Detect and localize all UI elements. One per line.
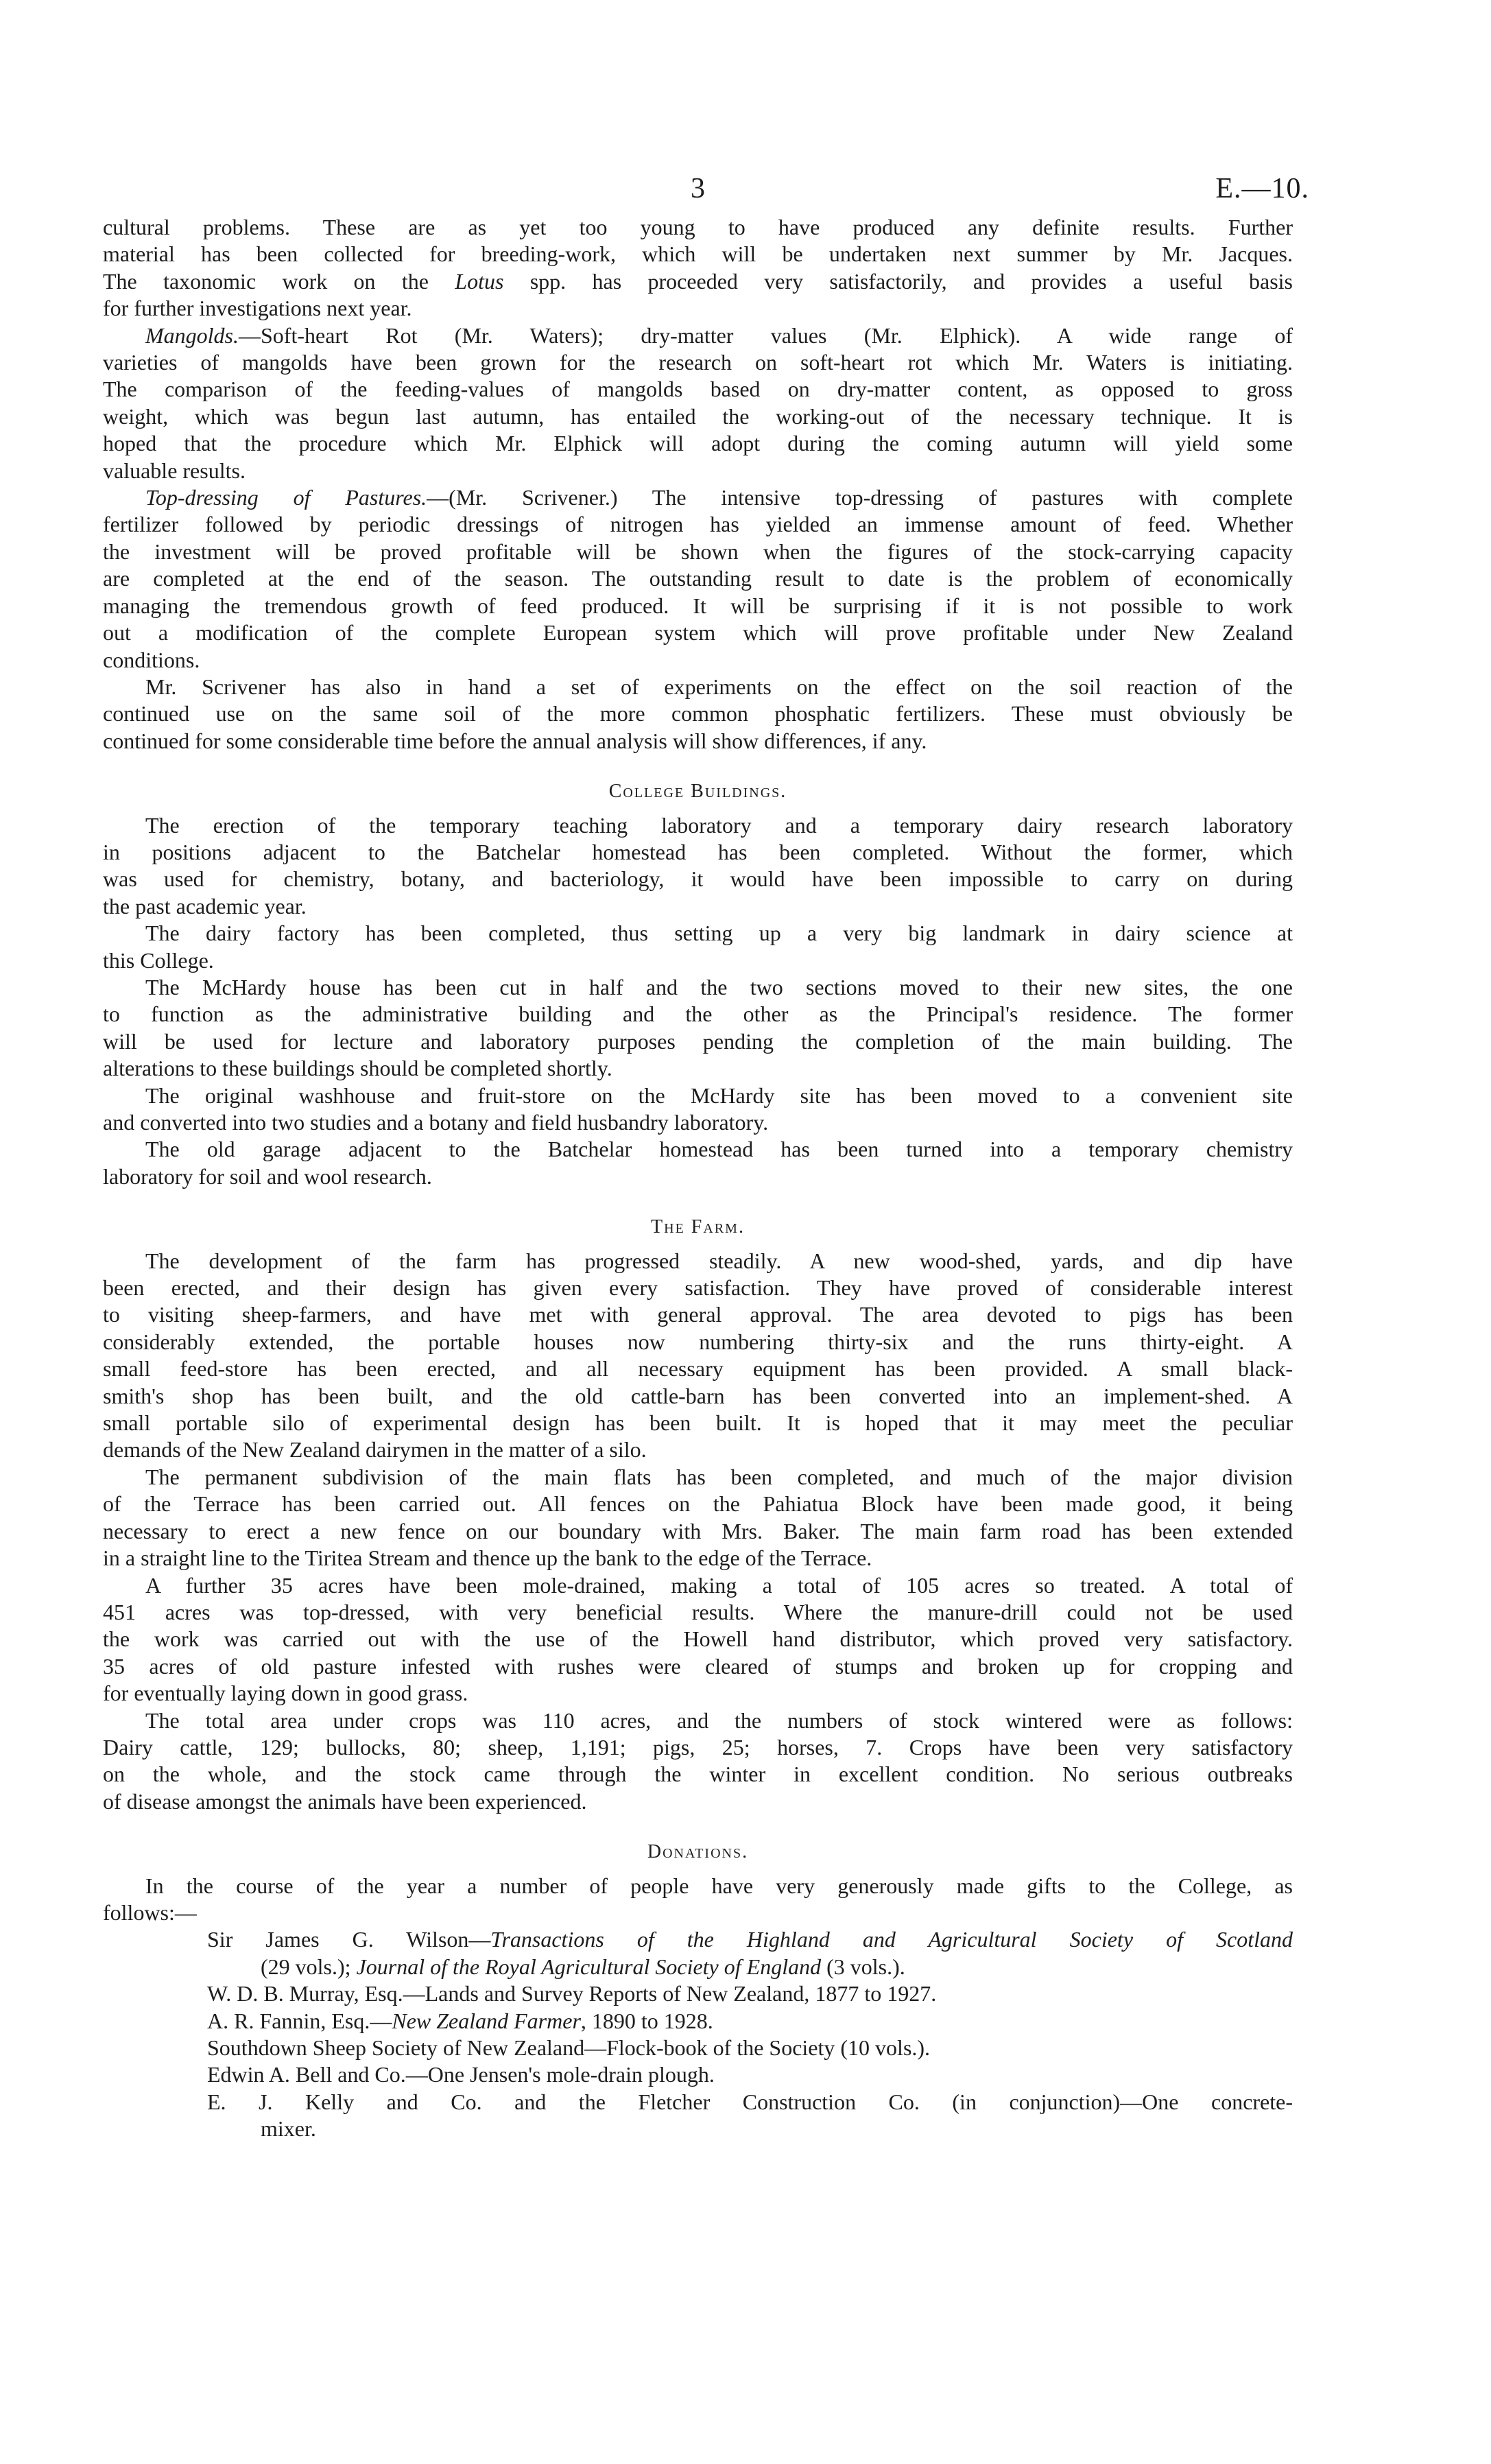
paragraph-garage: [103, 1136, 1293, 1190]
donation-item-southdown: Southdown Sheep Society of New Zealand—Flock-book of the Society (10 vols.).: [207, 2035, 931, 2060]
text-line: [207, 1954, 1293, 1980]
donation-item-bell: Edwin A. Bell and Co.—One Jensen's mole-drain plough.: [207, 2062, 715, 2087]
text-line: cultural problems. These are as yet too young to have produced any definite results. Further: [103, 215, 1293, 239]
text-line: out a modification of the complete European system which will prove profitable under New Zealand: [103, 620, 1293, 645]
paragraph-mangolds: [103, 322, 1293, 484]
text-line: in a straight line to the Tiritea Stream and thence up the bank to the edge of the Terrace.: [103, 1545, 872, 1571]
paragraph-mchardy-house: [103, 974, 1293, 1082]
text-line: the past academic year.: [103, 893, 307, 919]
text-line: the work was carried out with the use of the Howell hand distributor, which proved very satisfactory.: [103, 1626, 1293, 1652]
text-line: to function as the administrative building and the other as the Principal's residence. The former: [103, 1002, 1293, 1027]
italic-title: Journal of the Royal Agricultural Society of England: [356, 1954, 822, 1979]
text-line: valuable results.: [103, 458, 246, 483]
paragraph-top-dressing: [103, 484, 1293, 674]
text-fragment: (29 vols.);: [261, 1954, 357, 1979]
donation-item-wilson: [207, 1926, 1293, 1980]
paragraph-crops-stock: [103, 1707, 1293, 1816]
paragraph-farm-development: [103, 1248, 1293, 1464]
text-line: A further 35 acres have been mole-drained, making a total of 105 acres so treated. A total of: [145, 1572, 1293, 1598]
text-line: [103, 484, 1293, 511]
text-line: In the course of the year a number of people have very generously made gifts to the College, as: [145, 1873, 1293, 1898]
text-line: The old garage adjacent to the Batchelar homestead has been turned into a temporary chemistry: [145, 1137, 1293, 1162]
text-line: continued for some considerable time before the annual analysis will show differences, if any.: [103, 728, 927, 753]
text-line: on the whole, and the stock came through the winter in excellent condition. No serious outbreaks: [103, 1762, 1293, 1787]
text-line: The dairy factory has been completed, thus setting up a very big landmark in dairy science at: [145, 921, 1293, 946]
paragraph-donations-intro: [103, 1873, 1293, 1927]
text-line: The permanent subdivision of the main flats has been completed, and much of the major division: [145, 1464, 1293, 1489]
text-line: The McHardy house has been cut in half and the two sections moved to their new sites, the one: [145, 974, 1293, 999]
italic-title: Transactions of the Highland and Agricultural Society of Scotland: [490, 1927, 1293, 1952]
text-line: managing the tremendous growth of feed produced. It will be surprising if it is not possible to work: [103, 593, 1293, 618]
text-line: follows:—: [103, 1899, 197, 1925]
document-page: [103, 137, 1309, 2143]
text-line: the investment will be proved profitable will be shown when the figures of the stock-carrying capacity: [103, 538, 1293, 564]
text-line: considerably extended, the portable houses now numbering thirty-six and the runs thirty-eight. A: [103, 1329, 1293, 1354]
text-fragment: —Soft-heart Rot (Mr. Waters); dry-matter values (Mr. Elphick). A wide range of: [239, 322, 1293, 348]
text-line: fertilizer followed by periodic dressings of nitrogen has yielded an immense amount of feed. Whether: [103, 512, 1293, 537]
text-line: hoped that the procedure which Mr. Elphick will adopt during the coming autumn will yield some: [103, 431, 1293, 456]
text-line: The original washhouse and fruit-store on the McHardy site has been moved to a convenient site: [145, 1082, 1293, 1108]
text-line: in positions adjacent to the Batchelar homestead has been completed. Without the former, which: [103, 839, 1293, 864]
text-line: necessary to erect a new fence on our boundary with Mrs. Baker. The main farm road has been extended: [103, 1518, 1293, 1543]
text-line: The taxonomic work on the Lotus spp. has proceeded very satisfactorily, and provides a useful basis: [103, 268, 1293, 294]
page-number: 3: [691, 173, 705, 204]
text-line: for further investigations next year.: [103, 296, 412, 321]
text-line: to visiting sheep-farmers, and have met with general approval. The area devoted to pigs has been: [103, 1302, 1293, 1327]
section-heading-college-buildings: College Buildings.: [608, 781, 787, 803]
text-line: are completed at the end of the season. The outstanding result to date is the problem of economically: [103, 566, 1293, 591]
text-line: small feed-store has been erected, and all necessary equipment has been provided. A small black-: [103, 1356, 1293, 1382]
text-line: smith's shop has been built, and the old cattle-barn has been converted into an implement-shed. A: [103, 1383, 1293, 1408]
text-line: material has been collected for breeding-work, which will be undertaken next summer by Mr. Jacques.: [103, 241, 1293, 267]
paragraph-dairy-factory: [103, 920, 1293, 974]
text-fragment: , 1890 to 1928.: [580, 2008, 713, 2033]
donations-list: [103, 1926, 1293, 2142]
text-line: demands of the New Zealand dairymen in the matter of a silo.: [103, 1437, 647, 1462]
section-heading-the-farm: The Farm.: [651, 1216, 745, 1238]
text-line: varieties of mangolds have been grown for the research on soft-heart rot which Mr. Waters is initiating.: [103, 350, 1293, 375]
text-line: this College.: [103, 947, 214, 973]
paragraph-erection: [103, 812, 1293, 921]
text-fragment: Sir James G. Wilson—: [207, 1927, 491, 1952]
text-line: 35 acres of old pasture infested with rushes were cleared of stumps and broken up for cropping and: [103, 1653, 1293, 1679]
text-line: laboratory for soil and wool research.: [103, 1163, 432, 1189]
page-header: [103, 137, 1309, 214]
text-line: The total area under crops was 110 acres, and the numbers of stock wintered were as follows:: [145, 1707, 1293, 1733]
text-line: was used for chemistry, botany, and bacteriology, it would have been impossible to carry on during: [103, 866, 1293, 892]
donation-item-fannin: [207, 2008, 1293, 2035]
text-line: [103, 322, 1293, 349]
text-line: 451 acres was top-dressed, with very beneficial results. Where the manure-drill could not be used: [103, 1599, 1293, 1624]
text-line: of the Terrace has been carried out. All fences on the Pahiatua Block have been made good, it being: [103, 1491, 1293, 1517]
text-line: E. J. Kelly and Co. and the Fletcher Construction Co. (in conjunction)—One concrete-: [207, 2089, 1293, 2114]
text-line: The comparison of the feeding-values of mangolds based on dry-matter content, as opposed to gross: [103, 377, 1293, 402]
text-line: The development of the farm has progressed steadily. A new wood-shed, yards, and dip have: [145, 1248, 1293, 1273]
text-line: alterations to these buildings should be completed shortly.: [103, 1056, 612, 1081]
donation-item-murray: W. D. B. Murray, Esq.—Lands and Survey Reports of New Zealand, 1877 to 1927.: [207, 1981, 937, 2006]
italic-term: Lotus: [455, 268, 504, 294]
text-line: The erection of the temporary teaching laboratory and a temporary dairy research laboratory: [145, 812, 1293, 838]
text-line: conditions.: [103, 647, 200, 672]
text-line: for eventually laying down in good grass.: [103, 1681, 468, 1706]
text-fragment: A. R. Fannin, Esq.—: [207, 2008, 392, 2033]
text-line: continued use on the same soil of the more common phosphatic fertilizers. These must obviously be: [103, 701, 1293, 726]
text-line: small portable silo of experimental design has been built. It is hoped that it may meet the peculiar: [103, 1410, 1293, 1436]
text-line: Mr. Scrivener has also in hand a set of experiments on the effect on the soil reaction of the: [145, 674, 1293, 699]
text-line: weight, which was begun last autumn, has entailed the working-out of the necessary technique. It is: [103, 403, 1293, 429]
italic-title: New Zealand Farmer: [392, 2008, 581, 2033]
text-line: will be used for lecture and laboratory purposes pending the completion of the main building. The: [103, 1028, 1293, 1054]
run-in-title: Top-dressing of Pastures.: [145, 485, 427, 510]
paragraph-cultural-problems: [103, 214, 1293, 322]
text-fragment: —(Mr. Scrivener.) The intensive top-dressing of pastures with complete: [427, 485, 1293, 510]
text-line: Dairy cattle, 129; bullocks, 80; sheep, 1,191; pigs, 25; horses, 7. Crops have been very satisfactory: [103, 1734, 1293, 1760]
text-fragment: (3 vols.).: [821, 1954, 905, 1979]
paragraph-scrivener: [103, 674, 1293, 755]
paragraph-washhouse: [103, 1082, 1293, 1137]
text-line: mixer.: [261, 2116, 316, 2142]
section-heading-donations: Donations.: [647, 1841, 749, 1863]
paragraph-mole-drained: [103, 1572, 1293, 1707]
donation-item-kelly: [207, 2089, 1293, 2143]
text-line: and converted into two studies and a botany and field husbandry laboratory.: [103, 1110, 769, 1135]
text-line: of disease amongst the animals have been experienced.: [103, 1788, 587, 1814]
text-line: been erected, and their design has given every satisfaction. They have proved of considerable interest: [103, 1275, 1293, 1301]
run-in-title: Mangolds.: [145, 322, 239, 348]
paragraph-subdivision: [103, 1464, 1293, 1572]
text-line: [207, 1926, 1293, 1953]
document-reference: E.—10.: [1215, 173, 1309, 204]
